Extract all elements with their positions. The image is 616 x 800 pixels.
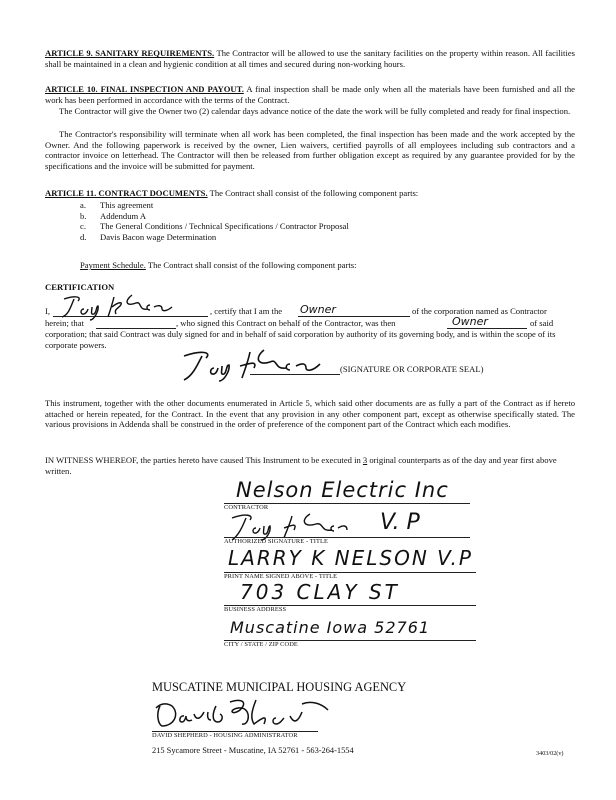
administrator-signature bbox=[152, 696, 332, 732]
list-item: c. The General Conditions / Technical Specifications / Contractor Proposal bbox=[80, 221, 349, 232]
witness-text-2: original counterparts as of the day and year first above written. bbox=[45, 455, 557, 476]
business-address-handwritten: 703 CLAY ST bbox=[240, 580, 400, 604]
article-10-text-1: A final inspection shall be made only when all the materials have been furnished and all the work has been performed in accordance with the terms of the Contract. bbox=[45, 84, 575, 105]
instrument-paragraph: This instrument, together with the other documents enumerated in Article 5, which said other documents are as fully a part of the Contract as if hereto attached or herein repeated, for the Contract. In the event that any provision in any other component part, except as otherwise specifically stated. The various provisions in Addenda shall be construed in the order of preference of the component part of the Contract which each modifies. bbox=[45, 398, 575, 430]
authorized-signature-caption: AUTHORIZED SIGNATURE - TITLE bbox=[224, 538, 329, 545]
cert-rest: corporation; that said Contract was duly signed for and in behalf of said corporation by authority of its governing body, and is within the scope of its corporate powers. bbox=[45, 329, 556, 350]
article-11 bbox=[45, 188, 575, 199]
cert-i: I, bbox=[45, 306, 51, 316]
certification-heading: CERTIFICATION bbox=[45, 282, 115, 292]
witness-paragraph bbox=[45, 455, 575, 476]
witness-count: 3 bbox=[362, 455, 368, 465]
contractor-handwritten: Nelson Electric Inc bbox=[236, 478, 449, 502]
list-item: b. Addendum A bbox=[80, 210, 147, 221]
cert-of-corp: of the corporation named as Contractor bbox=[412, 306, 547, 316]
cert-who-signed: , who signed this Contract on behalf of the Contractor, was then bbox=[176, 318, 396, 328]
cert-office-handwritten: Owner bbox=[452, 315, 488, 328]
title-line bbox=[298, 316, 410, 317]
authorized-title-handwritten: V. P bbox=[380, 510, 420, 535]
form-code: 3403/02(v) bbox=[536, 750, 564, 757]
list-item: a. This agreement bbox=[80, 200, 154, 210]
witness-text-1: IN WITNESS WHEREOF, the parties hereto have caused This Instrument to be executed in bbox=[45, 455, 363, 465]
article-11-text: The Contract shall consist of the following component parts: bbox=[207, 188, 419, 198]
cert-herein: herein; that bbox=[45, 318, 84, 328]
cert-certify: , certify that I am the bbox=[210, 306, 283, 316]
signature-caption: (SIGNATURE OR CORPORATE SEAL) bbox=[340, 364, 484, 374]
agency-name: MUSCATINE MUNICIPAL HOUSING AGENCY bbox=[152, 680, 407, 694]
article-9-heading: ARTICLE 9. SANITARY REQUIREMENTS. bbox=[45, 48, 215, 58]
cert-name-signature bbox=[58, 291, 178, 321]
payment-schedule bbox=[80, 260, 560, 271]
city-state-zip-caption: CITY / STATE / ZIP CODE bbox=[224, 641, 298, 648]
administrator-caption: DAVID SHEPHERD - HOUSING ADMINISTRATOR bbox=[152, 732, 298, 739]
cert-title-handwritten: Owner bbox=[300, 303, 336, 316]
payment-schedule-heading: Payment Schedule. bbox=[80, 260, 146, 270]
article-11-heading: ARTICLE 11. CONTRACT DOCUMENTS. bbox=[45, 188, 208, 198]
component-list bbox=[80, 200, 480, 242]
city-state-zip-handwritten: Muscatine Iowa 52761 bbox=[230, 618, 431, 637]
contractor-caption: CONTRACTOR bbox=[224, 504, 269, 511]
article-10-text-3: The Contractor's responsibility will terminate when all work has been completed, the final inspection has been made and the work accepted by the Owner. And the following paperwork is received by the owner, Lien waivers, certified payrolls of all employees including sub contractors and a contractor invoice on letterhead. The Contractor will then be released from further obligation except as required by any guarantee provided for by the specifications and the invoice will be submitted for payment. bbox=[45, 129, 575, 171]
print-name-handwritten: LARRY K NELSON V.P bbox=[228, 546, 473, 570]
print-name-caption: PRINT NAME SIGNED ABOVE - TITLE bbox=[224, 573, 338, 580]
business-address-caption: BUSINESS ADDRESS bbox=[224, 606, 287, 613]
article-9-text: The Contractor will be allowed to use the sanitary facilities on the property within reason. All facilities shall be maintained in a clean and hygienic condition at all times and secured during non-working hours. bbox=[45, 48, 575, 69]
article-10 bbox=[45, 84, 575, 105]
payment-schedule-text: The Contract shall consist of the following component parts: bbox=[145, 260, 357, 270]
agency-address: 215 Sycamore Street - Muscatine, IA 52761 - 563-264-1554 bbox=[152, 746, 354, 755]
list-item: d. Davis Bacon wage Determination bbox=[80, 231, 217, 242]
cert-of-said: of said bbox=[530, 318, 554, 328]
corporate-signature bbox=[178, 346, 338, 384]
corporate-seal-line bbox=[250, 374, 340, 375]
article-10-heading: ARTICLE 10. FINAL INSPECTION AND PAYOUT. bbox=[45, 84, 244, 94]
article-9 bbox=[45, 48, 575, 69]
article-10-text-2: The Contractor will give the Owner two (2) calendar days advance notice of the date the work will be fully completed and ready for final inspection. bbox=[59, 106, 571, 116]
